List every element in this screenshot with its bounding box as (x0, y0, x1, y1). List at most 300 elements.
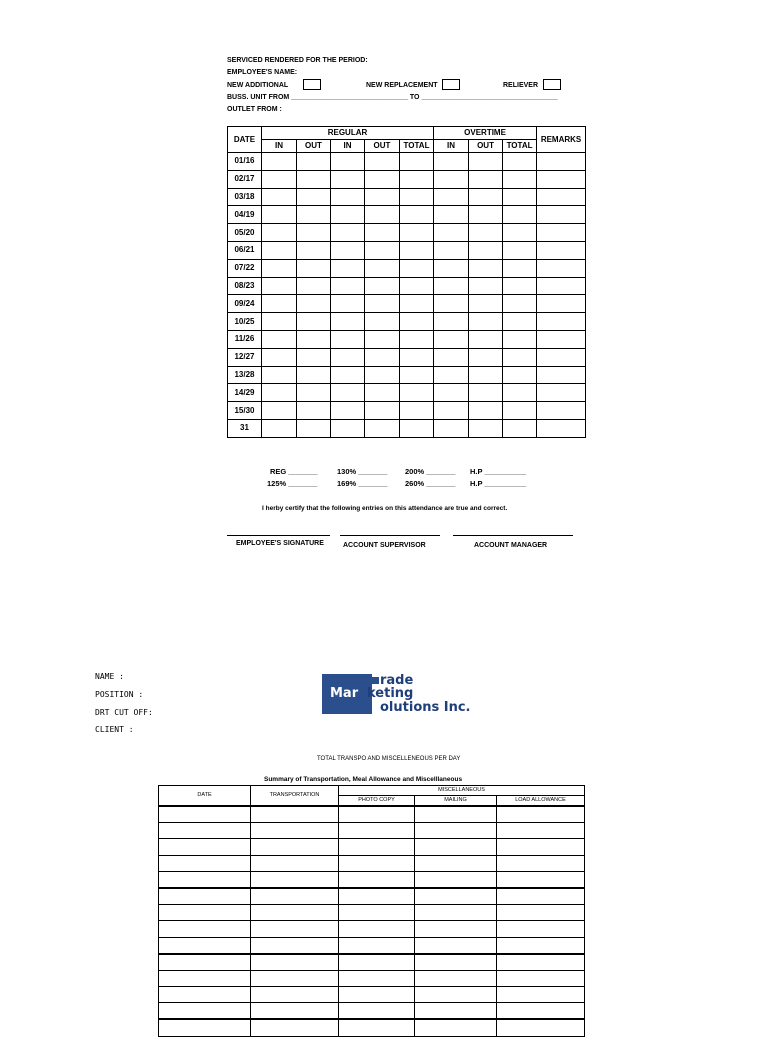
attendance-cell[interactable] (262, 402, 297, 420)
attendance-cell[interactable] (365, 224, 400, 242)
summary-row (159, 921, 585, 937)
attendance-cell[interactable] (400, 419, 434, 437)
manager-signature-label: ACCOUNT MANAGER (474, 542, 548, 549)
summary-cell[interactable] (339, 839, 415, 855)
attendance-row (228, 153, 586, 171)
summary-cell[interactable] (339, 823, 415, 839)
attendance-cell[interactable] (400, 330, 434, 348)
attendance-date: 15/30 (228, 402, 262, 420)
remarks-header: REMARKS (537, 127, 586, 153)
attendance-cell[interactable] (469, 277, 503, 295)
attendance-cell[interactable] (365, 259, 400, 277)
attendance-cell[interactable] (262, 170, 297, 188)
attendance-cell[interactable] (434, 188, 469, 206)
attendance-date: 05/20 (228, 224, 262, 242)
attendance-row (228, 170, 586, 188)
summary-cell[interactable] (339, 1019, 415, 1036)
attendance-cell[interactable] (503, 313, 537, 331)
attendance-cell[interactable] (400, 348, 434, 366)
attendance-cell[interactable] (331, 224, 365, 242)
sum-transpo-header: TRANSPORTATION (251, 786, 339, 807)
attendance-cell[interactable] (331, 241, 365, 259)
summary-cell[interactable] (159, 954, 251, 971)
attendance-cell[interactable] (297, 241, 331, 259)
summary-cell[interactable] (497, 855, 585, 871)
summary-row (159, 905, 585, 921)
attendance-cell[interactable] (262, 206, 297, 224)
summary-row (159, 888, 585, 905)
attendance-cell[interactable] (434, 313, 469, 331)
summary-row (159, 1003, 585, 1020)
summary-cell[interactable] (497, 871, 585, 888)
attendance-cell[interactable] (297, 366, 331, 384)
attendance-cell[interactable] (537, 188, 586, 206)
attendance-cell[interactable] (262, 295, 297, 313)
attendance-cell[interactable] (537, 153, 586, 171)
attendance-date: 03/18 (228, 188, 262, 206)
attendance-cell[interactable] (297, 419, 331, 437)
attendance-cell[interactable] (331, 188, 365, 206)
attendance-cell[interactable] (537, 259, 586, 277)
summary-cell[interactable] (159, 937, 251, 954)
attendance-cell[interactable] (331, 402, 365, 420)
rate-hp-2: H.P __________ (470, 479, 527, 488)
supervisor-signature-label: ACCOUNT SUPERVISOR (343, 542, 426, 549)
attendance-cell[interactable] (365, 170, 400, 188)
summary-cell[interactable] (415, 871, 497, 888)
summary-cell[interactable] (159, 987, 251, 1003)
summary-cell[interactable] (497, 1019, 585, 1036)
attendance-cell[interactable] (469, 241, 503, 259)
new-replacement-label: NEW REPLACEMENT (366, 82, 438, 89)
col-header: OUT (469, 140, 503, 153)
attendance-cell[interactable] (537, 402, 586, 420)
summary-cell[interactable] (415, 905, 497, 921)
attendance-row (228, 259, 586, 277)
summary-cell[interactable] (251, 937, 339, 954)
summary-cell[interactable] (159, 888, 251, 905)
buss-unit-line: BUSS. UNIT FROM ______________________________ TO ___________________________________ (227, 94, 558, 101)
attendance-date: 06/21 (228, 241, 262, 259)
logo-line2a: Mar (330, 686, 359, 701)
attendance-cell[interactable] (400, 313, 434, 331)
attendance-cell[interactable] (400, 170, 434, 188)
attendance-cell[interactable] (537, 224, 586, 242)
attendance-row (228, 366, 586, 384)
attendance-date: 10/25 (228, 313, 262, 331)
summary-cell[interactable] (497, 905, 585, 921)
attendance-cell[interactable] (262, 224, 297, 242)
summary-cell[interactable] (497, 806, 585, 823)
attendance-cell[interactable] (365, 188, 400, 206)
rate-169: 169% _______ (337, 479, 388, 488)
summary-cell[interactable] (339, 806, 415, 823)
client-label: CLIENT : (95, 725, 134, 734)
attendance-cell[interactable] (537, 241, 586, 259)
attendance-cell[interactable] (297, 170, 331, 188)
attendance-table (227, 126, 586, 438)
attendance-cell[interactable] (537, 384, 586, 402)
attendance-cell[interactable] (331, 295, 365, 313)
summary-cell[interactable] (159, 1003, 251, 1020)
attendance-cell[interactable] (365, 241, 400, 259)
attendance-cell[interactable] (469, 206, 503, 224)
attendance-cell[interactable] (297, 402, 331, 420)
attendance-cell[interactable] (365, 313, 400, 331)
attendance-cell[interactable] (537, 366, 586, 384)
attendance-cell[interactable] (331, 170, 365, 188)
attendance-cell[interactable] (469, 366, 503, 384)
attendance-cell[interactable] (434, 259, 469, 277)
attendance-cell[interactable] (365, 330, 400, 348)
summary-cell[interactable] (251, 839, 339, 855)
attendance-cell[interactable] (297, 206, 331, 224)
summary-cell[interactable] (415, 937, 497, 954)
attendance-cell[interactable] (331, 384, 365, 402)
attendance-cell[interactable] (400, 277, 434, 295)
employee-name-label: EMPLOYEE'S NAME: (227, 69, 298, 76)
summary-cell[interactable] (251, 871, 339, 888)
attendance-row (228, 188, 586, 206)
attendance-cell[interactable] (537, 330, 586, 348)
attendance-cell[interactable] (434, 366, 469, 384)
attendance-cell[interactable] (297, 153, 331, 171)
attendance-cell[interactable] (400, 384, 434, 402)
attendance-date: 11/26 (228, 330, 262, 348)
summary-cell[interactable] (497, 888, 585, 905)
attendance-cell[interactable] (469, 330, 503, 348)
attendance-cell[interactable] (469, 259, 503, 277)
summary-cell[interactable] (415, 823, 497, 839)
attendance-cell[interactable] (297, 313, 331, 331)
summary-cell[interactable] (339, 954, 415, 971)
rate-130: 130% _______ (337, 467, 388, 476)
summary-cell[interactable] (159, 905, 251, 921)
summary-row (159, 970, 585, 986)
summary-cell[interactable] (415, 888, 497, 905)
summary-cell[interactable] (159, 871, 251, 888)
summary-cell[interactable] (159, 855, 251, 871)
attendance-cell[interactable] (297, 188, 331, 206)
summary-cell[interactable] (415, 921, 497, 937)
summary-cell[interactable] (497, 921, 585, 937)
summary-cell[interactable] (251, 970, 339, 986)
summary-cell[interactable] (339, 871, 415, 888)
summary-cell[interactable] (415, 954, 497, 971)
summary-row (159, 871, 585, 888)
attendance-cell[interactable] (434, 277, 469, 295)
outlet-from-label: OUTLET FROM : (227, 106, 282, 113)
attendance-cell[interactable] (469, 170, 503, 188)
logo-t-cap-icon (370, 677, 379, 684)
attendance-date: 09/24 (228, 295, 262, 313)
col-header: IN (262, 140, 297, 153)
attendance-cell[interactable] (469, 402, 503, 420)
attendance-cell[interactable] (297, 295, 331, 313)
attendance-cell[interactable] (503, 170, 537, 188)
attendance-cell[interactable] (469, 313, 503, 331)
employee-signature-line (227, 535, 330, 536)
attendance-cell[interactable] (262, 153, 297, 171)
summary-cell[interactable] (251, 823, 339, 839)
attendance-cell[interactable] (537, 295, 586, 313)
col-header: IN (331, 140, 365, 153)
position-label: POSITION : (95, 690, 144, 699)
attendance-cell[interactable] (262, 259, 297, 277)
total-transpo-title: TOTAL TRANSPO AND MISCELLENEOUS PER DAY (317, 756, 461, 762)
summary-row (159, 937, 585, 954)
attendance-date: 01/16 (228, 153, 262, 171)
summary-cell[interactable] (415, 806, 497, 823)
col-header: TOTAL (503, 140, 537, 153)
reliever-checkbox[interactable] (543, 79, 561, 90)
attendance-cell[interactable] (331, 366, 365, 384)
summary-cell[interactable] (497, 987, 585, 1003)
attendance-cell[interactable] (331, 330, 365, 348)
summary-cell[interactable] (159, 839, 251, 855)
summary-row (159, 823, 585, 839)
date-header: DATE (228, 127, 262, 153)
summary-cell[interactable] (497, 823, 585, 839)
attendance-cell[interactable] (537, 277, 586, 295)
attendance-cell[interactable] (297, 330, 331, 348)
attendance-cell[interactable] (537, 419, 586, 437)
summary-cell[interactable] (497, 954, 585, 971)
attendance-cell[interactable] (400, 224, 434, 242)
summary-cell[interactable] (497, 1003, 585, 1020)
attendance-cell[interactable] (434, 330, 469, 348)
attendance-cell[interactable] (434, 348, 469, 366)
summary-table (158, 785, 585, 1037)
attendance-cell[interactable] (331, 348, 365, 366)
attendance-cell[interactable] (400, 188, 434, 206)
attendance-cell[interactable] (297, 277, 331, 295)
attendance-cell[interactable] (365, 206, 400, 224)
new-additional-checkbox[interactable] (303, 79, 321, 90)
attendance-cell[interactable] (262, 348, 297, 366)
attendance-cell[interactable] (434, 153, 469, 171)
attendance-cell[interactable] (331, 153, 365, 171)
summary-cell[interactable] (339, 855, 415, 871)
summary-cell[interactable] (339, 937, 415, 954)
attendance-cell[interactable] (469, 153, 503, 171)
attendance-cell[interactable] (537, 206, 586, 224)
supervisor-signature-line (340, 535, 440, 536)
col-header: OUT (365, 140, 400, 153)
attendance-cell[interactable] (262, 330, 297, 348)
rate-260: 260% _______ (405, 479, 456, 488)
attendance-date: 02/17 (228, 170, 262, 188)
summary-cell[interactable] (339, 970, 415, 986)
summary-cell[interactable] (251, 1003, 339, 1020)
attendance-cell[interactable] (503, 224, 537, 242)
attendance-cell[interactable] (262, 419, 297, 437)
attendance-row (228, 330, 586, 348)
summary-cell[interactable] (251, 1019, 339, 1036)
summary-row (159, 987, 585, 1003)
summary-cell[interactable] (251, 888, 339, 905)
attendance-date: 04/19 (228, 206, 262, 224)
summary-cell[interactable] (251, 806, 339, 823)
attendance-cell[interactable] (400, 259, 434, 277)
attendance-row (228, 384, 586, 402)
summary-cell[interactable] (251, 905, 339, 921)
overtime-header: OVERTIME (434, 127, 537, 140)
attendance-cell[interactable] (331, 313, 365, 331)
sum-photo-header: PHOTO COPY (339, 796, 415, 807)
attendance-cell[interactable] (503, 419, 537, 437)
summary-row (159, 1019, 585, 1036)
regular-header: REGULAR (262, 127, 434, 140)
attendance-cell[interactable] (503, 295, 537, 313)
attendance-cell[interactable] (469, 419, 503, 437)
summary-row (159, 839, 585, 855)
summary-cell[interactable] (497, 937, 585, 954)
new-additional-label: NEW ADDITIONAL (227, 82, 289, 89)
attendance-row (228, 348, 586, 366)
summary-cell[interactable] (415, 839, 497, 855)
summary-cell[interactable] (497, 839, 585, 855)
col-header: OUT (297, 140, 331, 153)
summary-cell[interactable] (339, 987, 415, 1003)
attendance-date: 13/28 (228, 366, 262, 384)
attendance-cell[interactable] (400, 206, 434, 224)
summary-cell[interactable] (339, 1003, 415, 1020)
attendance-cell[interactable] (400, 295, 434, 313)
attendance-cell[interactable] (365, 419, 400, 437)
summary-row (159, 806, 585, 823)
attendance-cell[interactable] (262, 313, 297, 331)
sum-date-header: DATE (159, 786, 251, 807)
summary-cell[interactable] (415, 1019, 497, 1036)
attendance-cell[interactable] (469, 295, 503, 313)
attendance-cell[interactable] (434, 241, 469, 259)
summary-cell[interactable] (251, 921, 339, 937)
attendance-cell[interactable] (365, 153, 400, 171)
rate-125: 125% _______ (267, 479, 318, 488)
summary-cell[interactable] (251, 855, 339, 871)
attendance-cell[interactable] (434, 419, 469, 437)
attendance-row (228, 419, 586, 437)
summary-cell[interactable] (159, 921, 251, 937)
attendance-cell[interactable] (469, 188, 503, 206)
summary-cell[interactable] (159, 806, 251, 823)
summary-cell[interactable] (159, 1019, 251, 1036)
attendance-row (228, 295, 586, 313)
summary-title: Summary of Transportation, Meal Allowance and Miscelllaneous (264, 776, 463, 783)
attendance-cell[interactable] (469, 348, 503, 366)
attendance-cell[interactable] (434, 295, 469, 313)
attendance-cell[interactable] (331, 277, 365, 295)
attendance-cell[interactable] (503, 384, 537, 402)
attendance-cell[interactable] (434, 402, 469, 420)
attendance-date: 07/22 (228, 259, 262, 277)
summary-cell[interactable] (497, 970, 585, 986)
company-logo (322, 674, 492, 714)
attendance-cell[interactable] (365, 384, 400, 402)
attendance-cell[interactable] (331, 206, 365, 224)
attendance-cell[interactable] (434, 384, 469, 402)
attendance-cell[interactable] (365, 366, 400, 384)
period-label: SERVICED RENDERED FOR THE PERIOD: (227, 57, 368, 64)
attendance-cell[interactable] (365, 348, 400, 366)
attendance-cell[interactable] (331, 259, 365, 277)
attendance-cell[interactable] (365, 402, 400, 420)
summary-cell[interactable] (415, 970, 497, 986)
attendance-cell[interactable] (503, 259, 537, 277)
attendance-cell[interactable] (503, 366, 537, 384)
summary-cell[interactable] (415, 987, 497, 1003)
attendance-cell[interactable] (469, 224, 503, 242)
attendance-cell[interactable] (400, 153, 434, 171)
summary-cell[interactable] (251, 987, 339, 1003)
logo-line2b: keting (367, 686, 414, 701)
summary-cell[interactable] (415, 1003, 497, 1020)
attendance-cell[interactable] (331, 419, 365, 437)
attendance-cell[interactable] (537, 313, 586, 331)
attendance-cell[interactable] (297, 384, 331, 402)
attendance-cell[interactable] (262, 384, 297, 402)
attendance-cell[interactable] (434, 170, 469, 188)
attendance-cell[interactable] (400, 366, 434, 384)
attendance-cell[interactable] (434, 224, 469, 242)
new-replacement-checkbox[interactable] (442, 79, 460, 90)
summary-cell[interactable] (251, 954, 339, 971)
attendance-row (228, 313, 586, 331)
sum-load-header: LOAD ALLOWANCE (497, 796, 585, 807)
summary-row (159, 855, 585, 871)
summary-cell[interactable] (339, 888, 415, 905)
attendance-cell[interactable] (503, 188, 537, 206)
attendance-cell[interactable] (400, 402, 434, 420)
attendance-cell[interactable] (469, 384, 503, 402)
rate-reg: REG _______ (270, 467, 318, 476)
summary-cell[interactable] (415, 855, 497, 871)
attendance-cell[interactable] (503, 348, 537, 366)
name-label: NAME : (95, 672, 124, 681)
certify-text: I herby certify that the following entries on this attendance are true and correct. (262, 505, 508, 512)
attendance-cell[interactable] (262, 277, 297, 295)
attendance-row (228, 224, 586, 242)
attendance-cell[interactable] (503, 153, 537, 171)
attendance-row (228, 402, 586, 420)
attendance-cell[interactable] (537, 348, 586, 366)
logo-line1: rade (380, 673, 414, 688)
attendance-cell[interactable] (503, 330, 537, 348)
attendance-cell[interactable] (503, 402, 537, 420)
attendance-cell[interactable] (537, 170, 586, 188)
attendance-cell[interactable] (262, 188, 297, 206)
attendance-cell[interactable] (297, 224, 331, 242)
summary-cell[interactable] (339, 921, 415, 937)
attendance-cell[interactable] (297, 348, 331, 366)
attendance-cell[interactable] (503, 277, 537, 295)
attendance-cell[interactable] (503, 206, 537, 224)
attendance-cell[interactable] (297, 259, 331, 277)
attendance-cell[interactable] (262, 241, 297, 259)
summary-cell[interactable] (159, 970, 251, 986)
attendance-date: 12/27 (228, 348, 262, 366)
summary-cell[interactable] (159, 823, 251, 839)
attendance-cell[interactable] (365, 295, 400, 313)
attendance-cell[interactable] (400, 241, 434, 259)
summary-cell[interactable] (339, 905, 415, 921)
attendance-cell[interactable] (503, 241, 537, 259)
employee-signature-label: EMPLOYEE'S SIGNATURE (236, 540, 324, 547)
attendance-cell[interactable] (434, 206, 469, 224)
attendance-cell[interactable] (262, 366, 297, 384)
attendance-cell[interactable] (365, 277, 400, 295)
